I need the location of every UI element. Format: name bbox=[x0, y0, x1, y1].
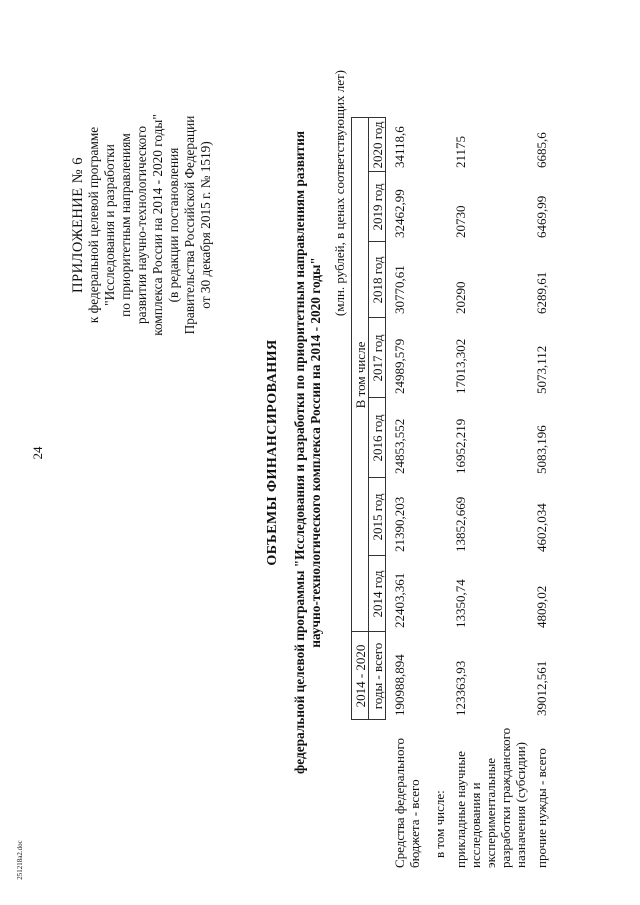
row-label: в том числе: bbox=[431, 790, 447, 858]
appendix-line: развития научно-технологического bbox=[134, 125, 149, 325]
cell-value: 20730 bbox=[452, 205, 468, 238]
header-year: 2017 год bbox=[369, 318, 386, 398]
financing-table bbox=[351, 118, 549, 871]
appendix-line: от 30 декабря 2015 г. № 1519) bbox=[198, 141, 213, 309]
row-label: прикладные научные исследования и экспериментальные разработки гражданского назначения (субсидии) bbox=[452, 727, 528, 868]
header-year: 2018 год bbox=[369, 242, 386, 318]
header-year: 2016 год bbox=[369, 398, 386, 478]
table-row bbox=[422, 118, 447, 870]
cell-value: 30770,61 bbox=[392, 265, 407, 314]
cell-value: 5073,112 bbox=[533, 345, 549, 394]
cell-total: 123363,93 bbox=[452, 660, 468, 716]
row-label: Средства федерального бюджета - всего bbox=[391, 738, 422, 868]
subtitle-line: федеральной целевой программы "Исследования и разработки по приоритетным направлениям развития bbox=[292, 131, 307, 774]
cell-value: 4809,02 bbox=[533, 585, 549, 628]
cell-value: 24853,552 bbox=[392, 418, 407, 474]
cell-value: 16952,219 bbox=[452, 418, 468, 474]
header-year: 2015 год bbox=[369, 478, 386, 556]
cell-value: 17013,302 bbox=[452, 338, 468, 394]
header-total-label: годы - всего bbox=[369, 632, 386, 720]
header-year: 2014 год bbox=[369, 556, 386, 632]
row-label: прочие нужды - всего bbox=[533, 748, 549, 868]
landscape-page bbox=[60, 30, 630, 875]
document-code: 251218a2.doc bbox=[16, 840, 24, 880]
cell-value: 6289,61 bbox=[533, 271, 549, 314]
cell-value: 24989,579 bbox=[392, 338, 407, 394]
table-row bbox=[386, 118, 422, 870]
cell-value: 22403,361 bbox=[392, 572, 407, 628]
cell-value: 21390,203 bbox=[392, 496, 407, 552]
document-title: ОБЪЕМЫ ФИНАНСИРОВАНИЯ bbox=[265, 339, 280, 566]
cell-total: 39012,561 bbox=[533, 660, 549, 716]
appendix-line: комплекса России на 2014 - 2020 годы" bbox=[150, 114, 165, 336]
header-year: 2020 год bbox=[369, 118, 386, 172]
cell-value: 13350,74 bbox=[452, 579, 468, 628]
appendix-line: по приоритетным направлениям bbox=[118, 133, 133, 317]
table-row bbox=[528, 118, 549, 870]
appendix-block bbox=[70, 55, 214, 395]
cell-value: 13852,669 bbox=[452, 496, 468, 552]
cell-value: 32462,99 bbox=[392, 189, 407, 238]
cell-value: 5083,196 bbox=[533, 425, 549, 474]
units-note: (млн. рублей, в ценах соответствующих лет) bbox=[332, 70, 347, 317]
table-row bbox=[447, 118, 528, 870]
page-number: 24 bbox=[30, 446, 45, 460]
appendix-line: к федеральной целевой программе bbox=[86, 126, 101, 324]
cell-value: 20290 bbox=[452, 281, 468, 314]
subtitle-line: научно-технологического комплекса России на 2014 - 2020 годы" bbox=[308, 257, 323, 648]
document-subtitle bbox=[292, 90, 324, 815]
cell-value: 34118,6 bbox=[392, 126, 407, 168]
appendix-title: ПРИЛОЖЕНИЕ № 6 bbox=[70, 157, 86, 293]
appendix-line: Правительства Российской Федерации bbox=[182, 115, 197, 335]
cell-value: 6685,6 bbox=[533, 132, 549, 168]
appendix-line: (в редакции постановления bbox=[166, 147, 181, 303]
header-in-that-number: В том числе bbox=[352, 118, 369, 632]
cell-total: 190988,894 bbox=[392, 654, 407, 716]
header-year: 2019 год bbox=[369, 172, 386, 242]
cell-value: 6469,99 bbox=[533, 195, 549, 238]
cell-value: 21175 bbox=[452, 135, 468, 168]
cell-value: 4602,034 bbox=[533, 503, 549, 552]
header-total-period: 2014 - 2020 bbox=[352, 632, 369, 720]
appendix-line: "Исследования и разработки bbox=[102, 144, 117, 306]
